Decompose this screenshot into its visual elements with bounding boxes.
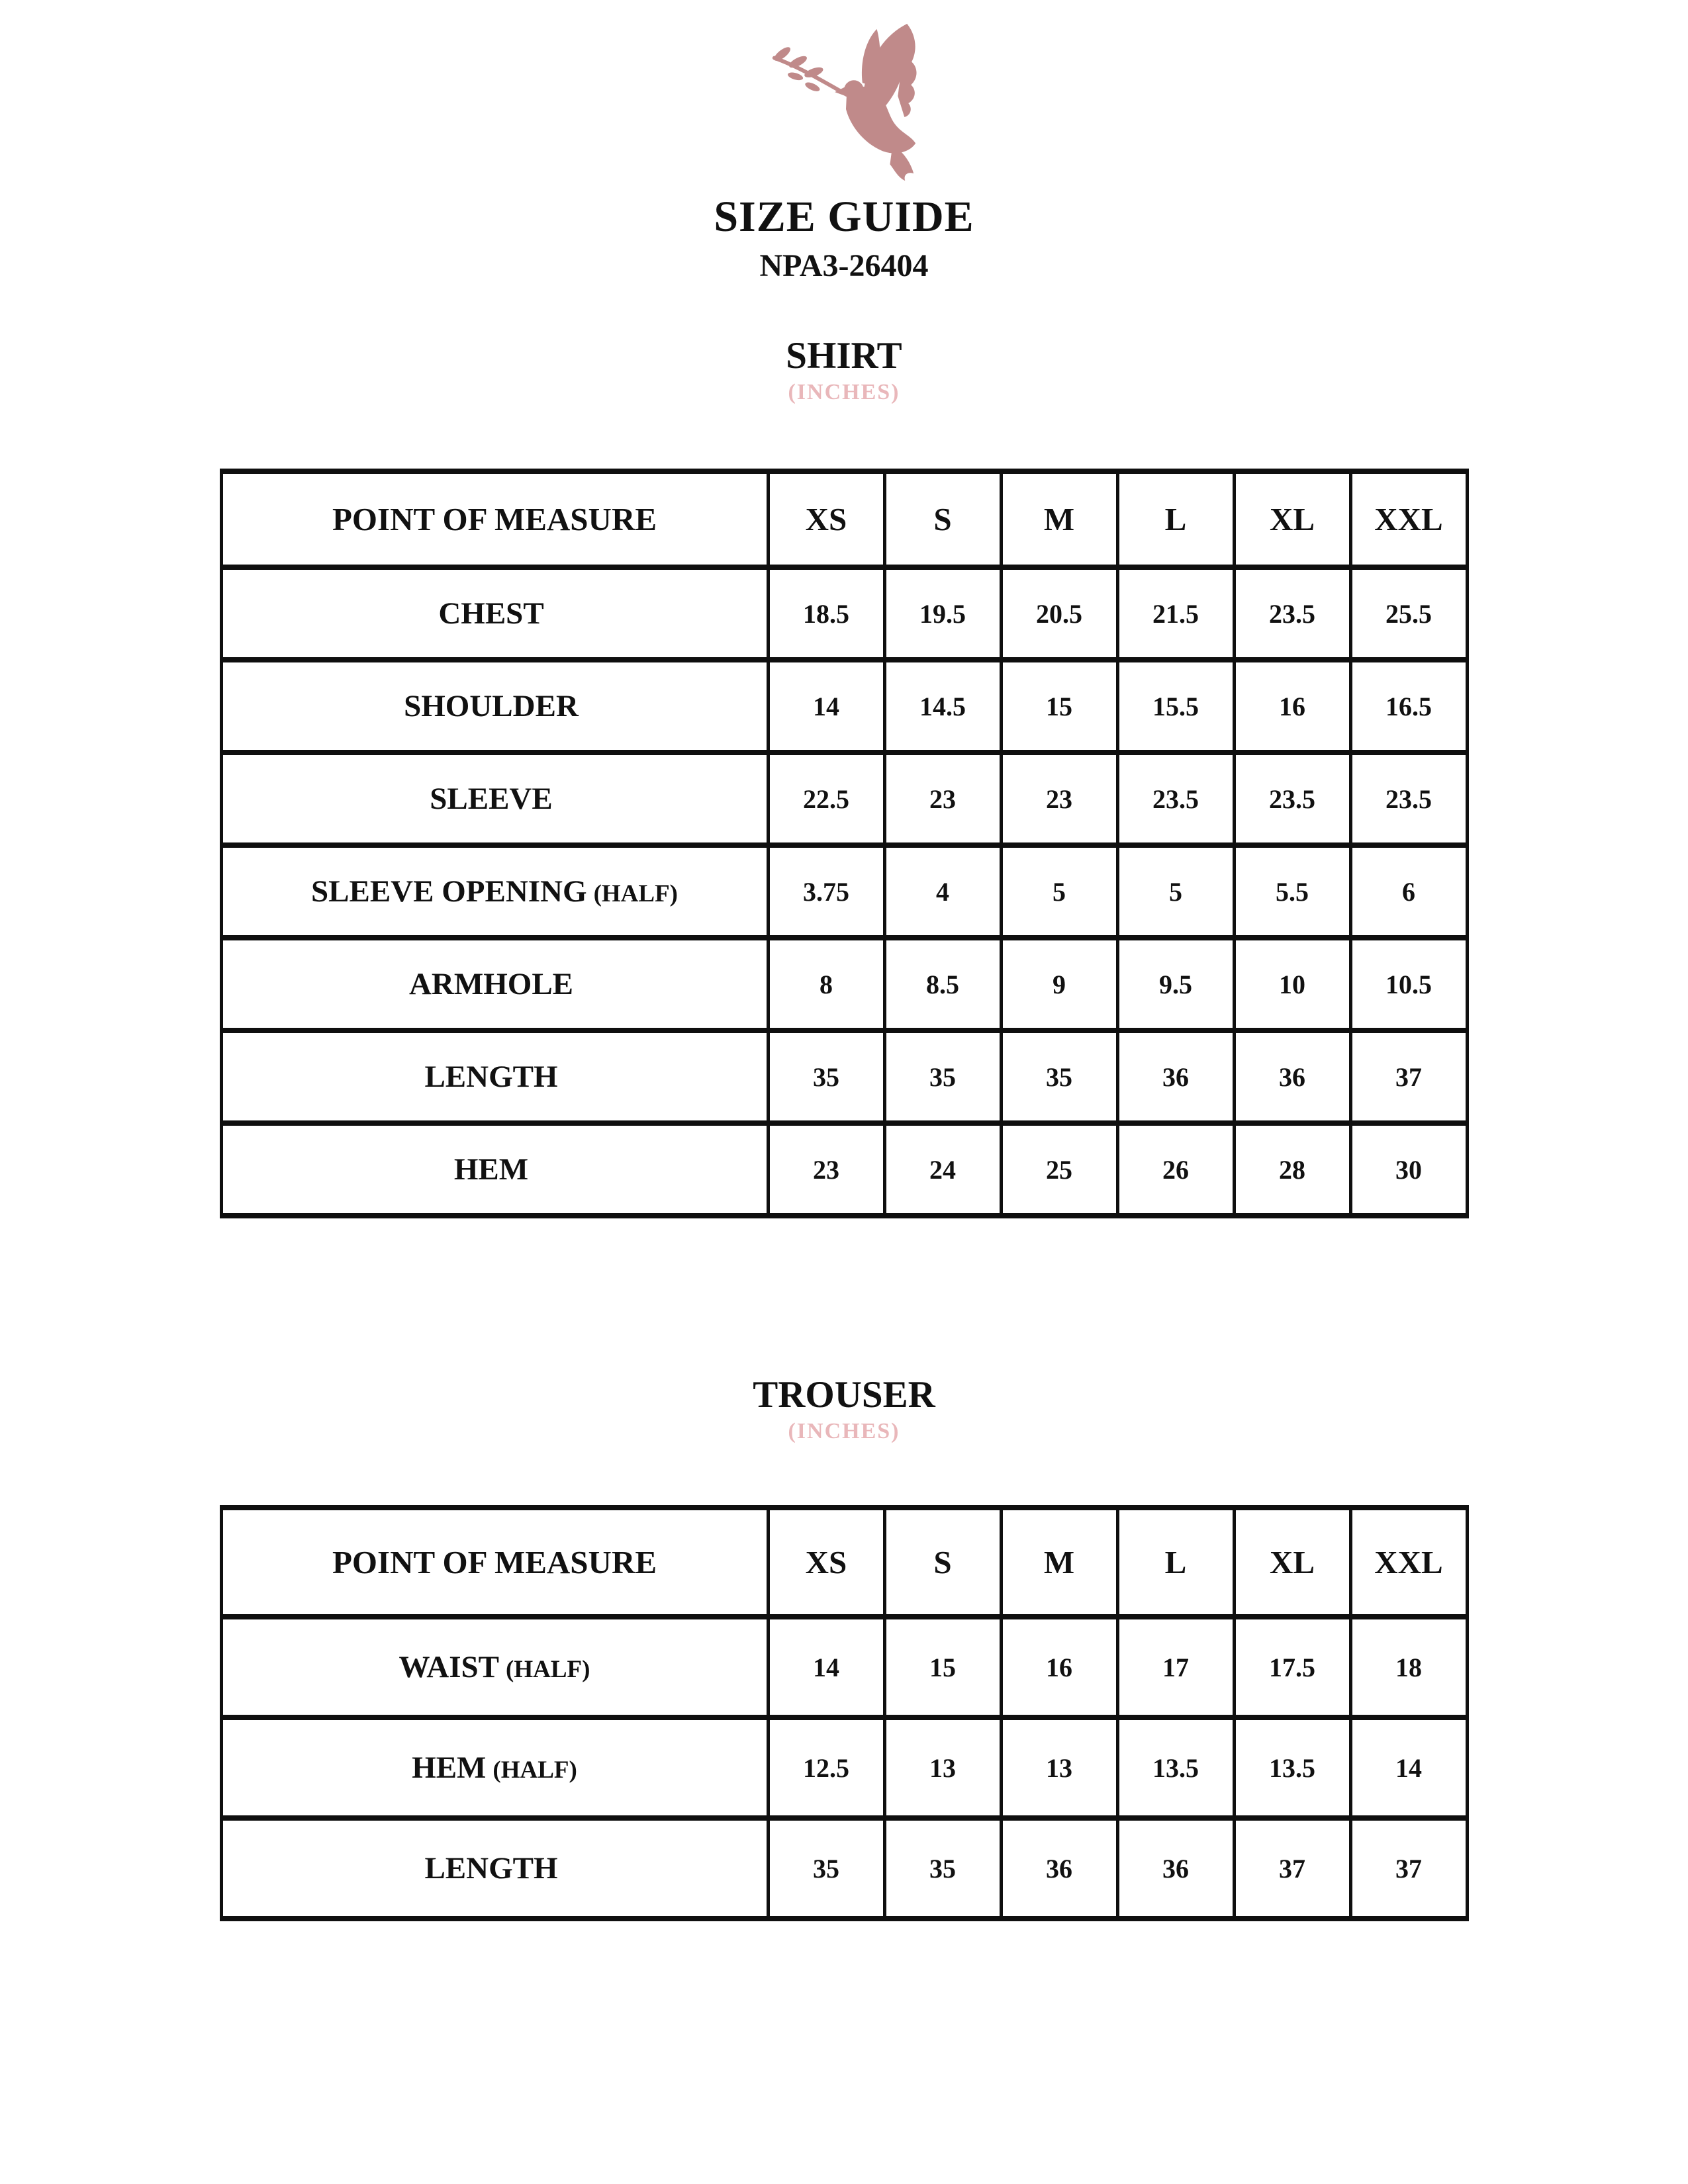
row-label-text: SLEEVE <box>430 782 553 816</box>
size-value: 36 <box>1234 1030 1350 1123</box>
size-value: 23 <box>884 752 1001 845</box>
size-value: 15.5 <box>1117 660 1234 752</box>
row-label-text: LENGTH <box>424 1851 558 1886</box>
row-label-text: HEM <box>453 1152 529 1187</box>
row-label-suffix: (HALF) <box>506 1656 590 1683</box>
table-row-hem-half <box>221 1717 1467 1818</box>
size-value: 23 <box>768 1123 884 1216</box>
row-label <box>221 1123 768 1216</box>
size-value: 13 <box>1001 1717 1117 1818</box>
table-row-trouser-length <box>221 1818 1467 1919</box>
row-label <box>221 845 768 938</box>
size-value: 13 <box>884 1717 1001 1818</box>
size-value: 25.5 <box>1350 567 1467 660</box>
row-label-suffix: (HALF) <box>593 880 678 907</box>
row-label <box>221 752 768 845</box>
size-value: 16 <box>1234 660 1350 752</box>
brand-logo <box>758 17 930 188</box>
size-value: 8 <box>768 938 884 1030</box>
size-value: 8.5 <box>884 938 1001 1030</box>
size-value: 9.5 <box>1117 938 1234 1030</box>
size-value: 3.75 <box>768 845 884 938</box>
column-header-point-of-measure: POINT OF MEASURE <box>221 471 768 567</box>
row-label <box>221 1818 768 1919</box>
size-value: 6 <box>1350 845 1467 938</box>
row-label-text: SHOULDER <box>404 689 579 723</box>
column-header-l: L <box>1117 1508 1234 1617</box>
row-label-text: HEM <box>412 1751 487 1785</box>
size-value: 5.5 <box>1234 845 1350 938</box>
size-value: 13.5 <box>1117 1717 1234 1818</box>
trouser-unit-label: (INCHES) <box>788 1419 900 1443</box>
row-label-text: WAIST <box>399 1650 500 1684</box>
column-header-xl: XL <box>1234 1508 1350 1617</box>
size-value: 10.5 <box>1350 938 1467 1030</box>
row-label <box>221 1030 768 1123</box>
shirt-unit-label: (INCHES) <box>788 380 900 404</box>
size-value: 14.5 <box>884 660 1001 752</box>
size-value: 12.5 <box>768 1717 884 1818</box>
page-title: SIZE GUIDE <box>714 193 974 241</box>
style-code: NPA3-26404 <box>759 248 929 283</box>
column-header-xs: XS <box>768 1508 884 1617</box>
size-value: 19.5 <box>884 567 1001 660</box>
shirt-header-row <box>221 471 1467 567</box>
size-value: 14 <box>768 1617 884 1717</box>
row-label <box>221 1617 768 1717</box>
size-value: 23.5 <box>1117 752 1234 845</box>
column-header-s: S <box>884 1508 1001 1617</box>
size-value: 17.5 <box>1234 1617 1350 1717</box>
size-value: 24 <box>884 1123 1001 1216</box>
shirt-size-table <box>220 469 1469 1218</box>
size-value: 26 <box>1117 1123 1234 1216</box>
size-value: 23.5 <box>1350 752 1467 845</box>
size-value: 35 <box>884 1030 1001 1123</box>
column-header-l: L <box>1117 471 1234 567</box>
table-row-armhole <box>221 938 1467 1030</box>
column-header-xxl: XXL <box>1350 1508 1467 1617</box>
size-value: 22.5 <box>768 752 884 845</box>
table-row-shoulder <box>221 660 1467 752</box>
row-label-text: ARMHOLE <box>408 967 574 1001</box>
size-value: 14 <box>1350 1717 1467 1818</box>
size-value: 20.5 <box>1001 567 1117 660</box>
shirt-section-title: SHIRT <box>786 335 902 377</box>
table-row-sleeve <box>221 752 1467 845</box>
size-value: 36 <box>1001 1818 1117 1919</box>
table-row-hem <box>221 1123 1467 1216</box>
size-value: 18 <box>1350 1617 1467 1717</box>
size-value: 30 <box>1350 1123 1467 1216</box>
column-header-xxl: XXL <box>1350 471 1467 567</box>
size-value: 15 <box>884 1617 1001 1717</box>
size-value: 25 <box>1001 1123 1117 1216</box>
size-value: 21.5 <box>1117 567 1234 660</box>
size-value: 18.5 <box>768 567 884 660</box>
column-header-xl: XL <box>1234 471 1350 567</box>
row-label-text: SLEEVE OPENING <box>310 874 587 909</box>
table-row-waist <box>221 1617 1467 1717</box>
table-row-chest <box>221 567 1467 660</box>
size-value: 14 <box>768 660 884 752</box>
row-label <box>221 567 768 660</box>
trouser-section-title: TROUSER <box>753 1374 935 1416</box>
size-value: 4 <box>884 845 1001 938</box>
size-value: 23.5 <box>1234 567 1350 660</box>
size-value: 5 <box>1001 845 1117 938</box>
table-row-sleeve-opening <box>221 845 1467 938</box>
size-value: 37 <box>1350 1818 1467 1919</box>
row-label <box>221 660 768 752</box>
size-value: 16.5 <box>1350 660 1467 752</box>
row-label-suffix: (HALF) <box>492 1756 577 1784</box>
trouser-size-table <box>220 1505 1469 1921</box>
size-value: 9 <box>1001 938 1117 1030</box>
size-value: 23 <box>1001 752 1117 845</box>
row-label-text: CHEST <box>438 596 544 631</box>
size-value: 5 <box>1117 845 1234 938</box>
column-header-xs: XS <box>768 471 884 567</box>
size-value: 35 <box>768 1030 884 1123</box>
size-value: 17 <box>1117 1617 1234 1717</box>
size-value: 16 <box>1001 1617 1117 1717</box>
table-row-length <box>221 1030 1467 1123</box>
size-value: 35 <box>884 1818 1001 1919</box>
size-value: 13.5 <box>1234 1717 1350 1818</box>
size-value: 35 <box>1001 1030 1117 1123</box>
column-header-point-of-measure: POINT OF MEASURE <box>221 1508 768 1617</box>
row-label <box>221 938 768 1030</box>
size-value: 36 <box>1117 1818 1234 1919</box>
size-value: 37 <box>1350 1030 1467 1123</box>
size-value: 36 <box>1117 1030 1234 1123</box>
column-header-s: S <box>884 471 1001 567</box>
row-label <box>221 1717 768 1818</box>
trouser-header-row <box>221 1508 1467 1617</box>
size-value: 28 <box>1234 1123 1350 1216</box>
size-value: 15 <box>1001 660 1117 752</box>
column-header-m: M <box>1001 471 1117 567</box>
size-value: 35 <box>768 1818 884 1919</box>
row-label-text: LENGTH <box>424 1060 558 1094</box>
dove-icon <box>758 17 930 188</box>
column-header-m: M <box>1001 1508 1117 1617</box>
size-value: 10 <box>1234 938 1350 1030</box>
size-value: 37 <box>1234 1818 1350 1919</box>
size-value: 23.5 <box>1234 752 1350 845</box>
